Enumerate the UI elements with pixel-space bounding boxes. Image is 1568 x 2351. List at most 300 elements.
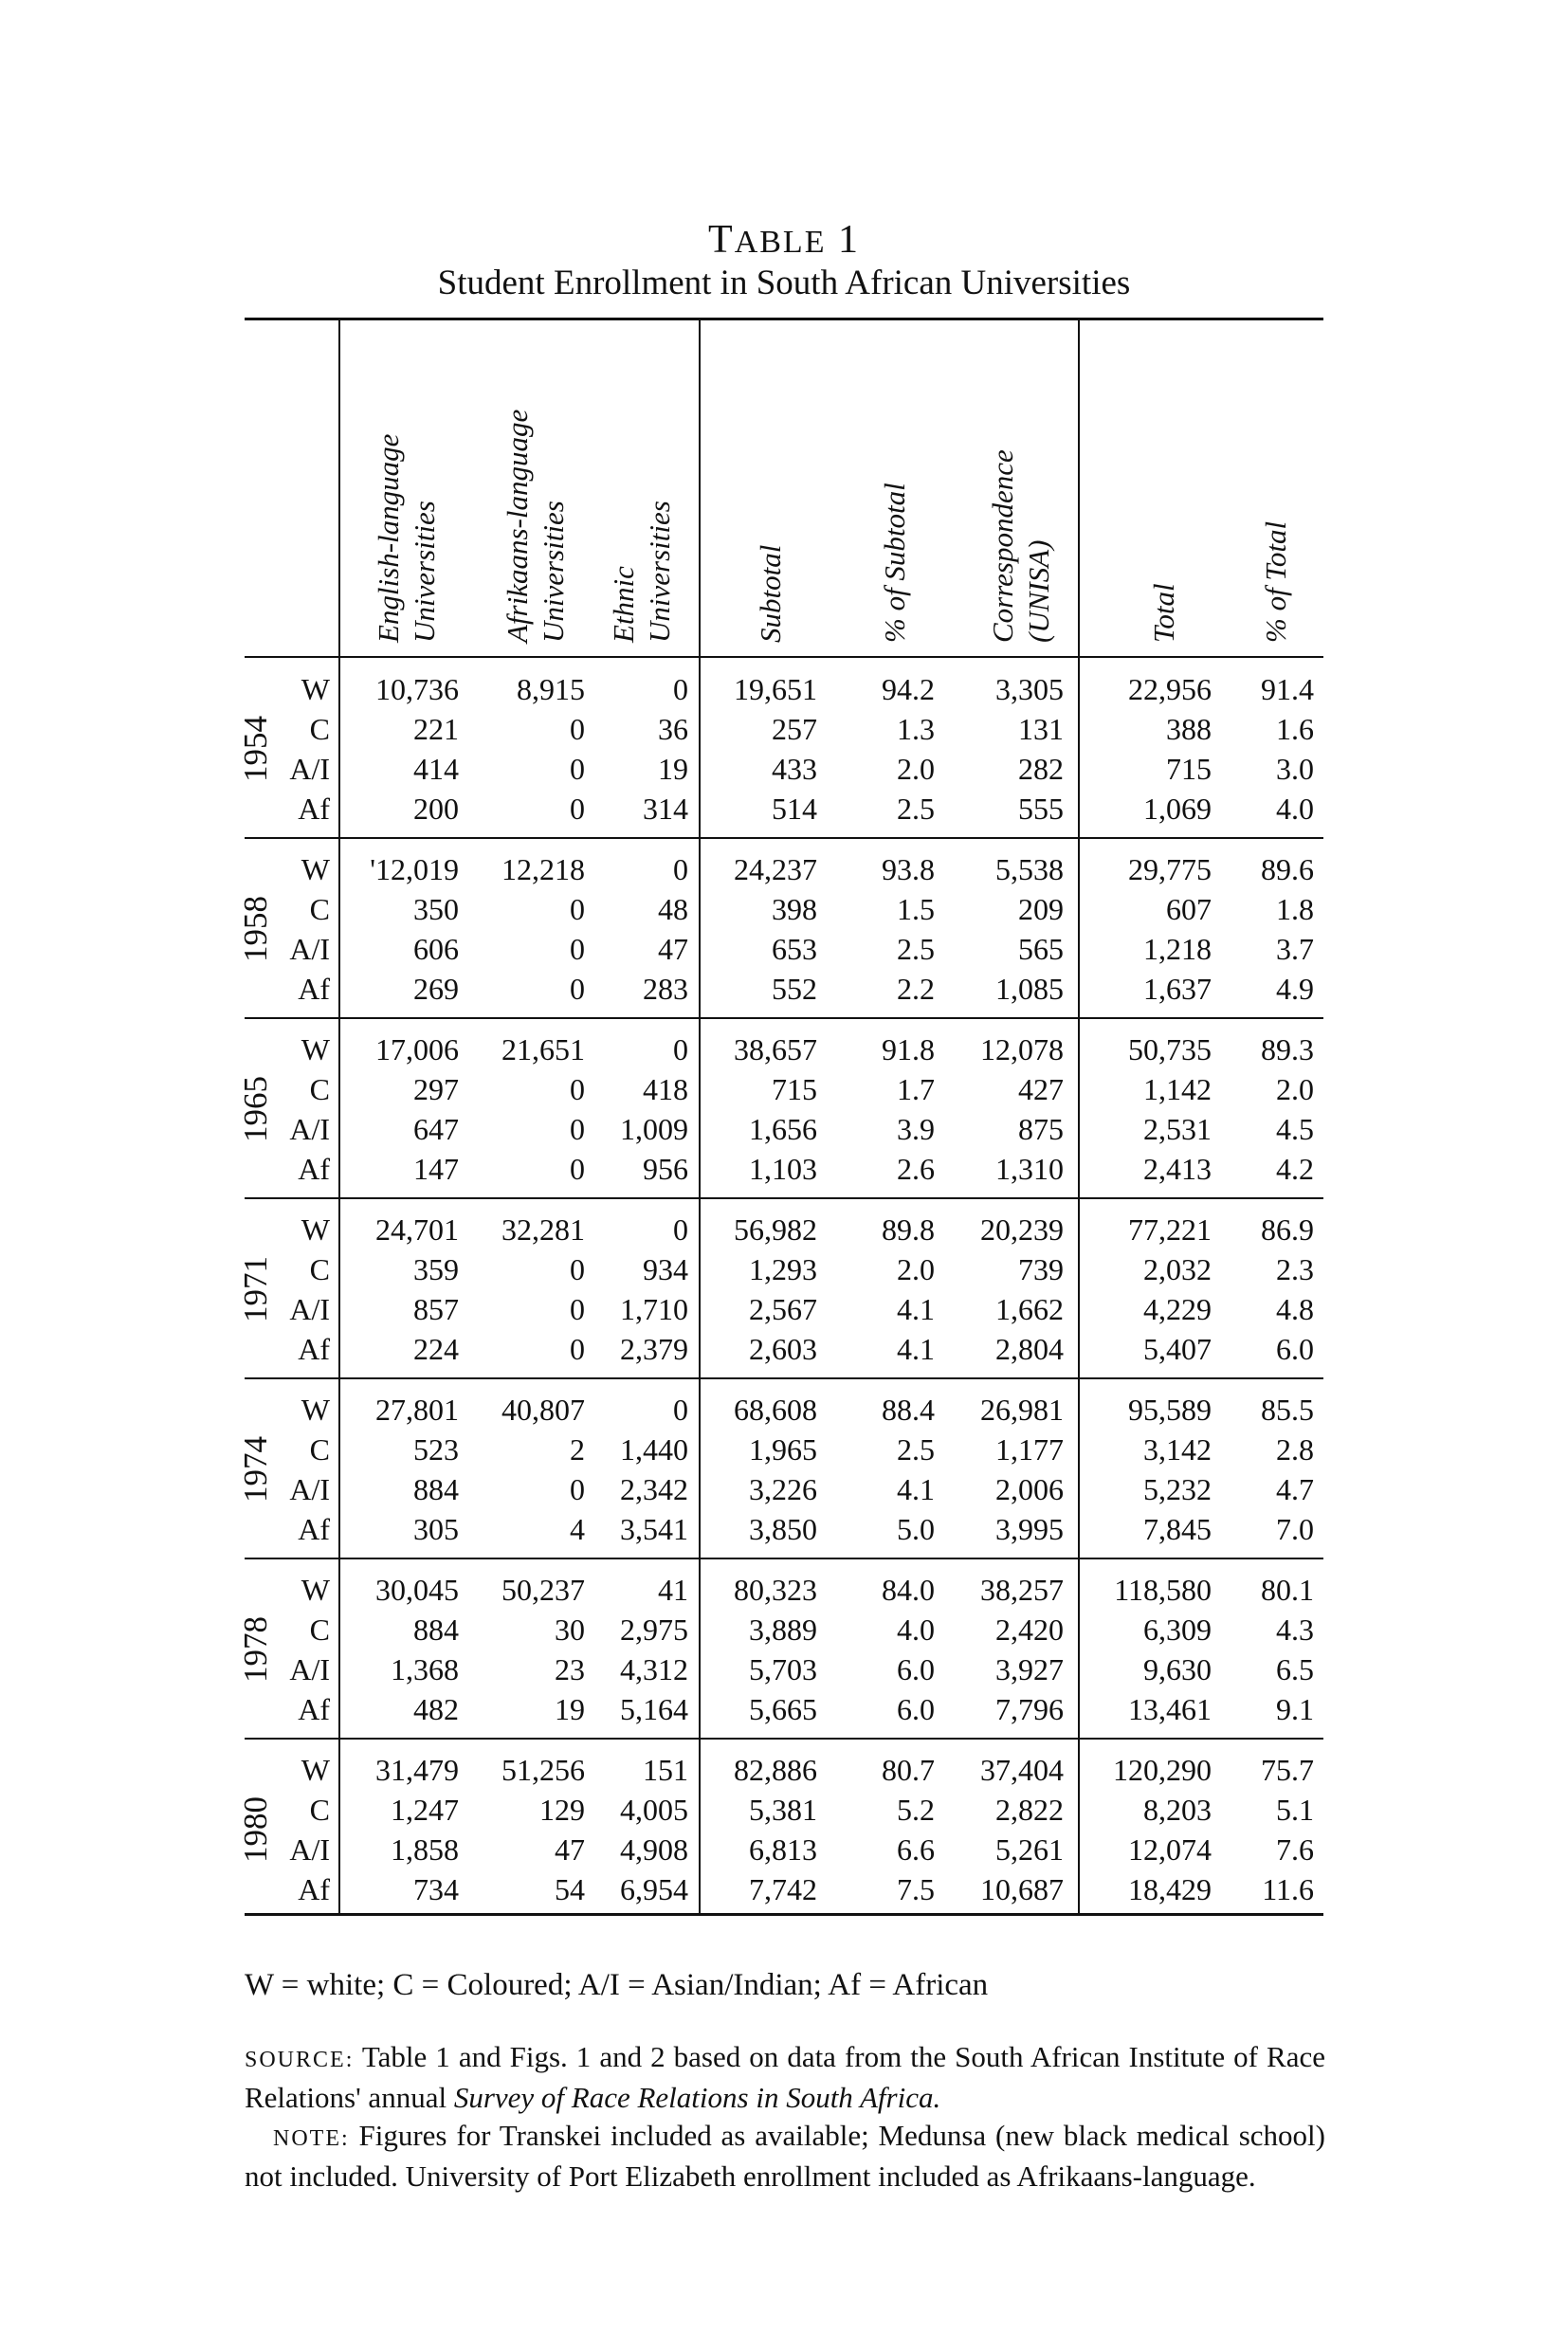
year-label: 1978 [237, 1616, 274, 1683]
table-cell: 3,142 [1143, 1432, 1212, 1467]
table-cell: 297 [413, 1072, 459, 1106]
table-cell: '12,019 [370, 852, 459, 886]
table-cell: 54 [555, 1872, 585, 1906]
table-cell: 82,886 [734, 1753, 817, 1787]
table-cell: 2,420 [995, 1613, 1064, 1647]
row-group-label: C [309, 1252, 330, 1286]
table-cell: 414 [413, 752, 459, 786]
table-cell: 95,589 [1128, 1393, 1212, 1427]
table-cell: 4,312 [620, 1652, 688, 1686]
table-cell: 857 [413, 1292, 459, 1326]
group-separator [245, 1558, 1323, 1559]
note [245, 2117, 1325, 2196]
table-cell: 1,662 [995, 1292, 1064, 1326]
table-cell: 3,541 [620, 1512, 688, 1546]
header-rule [245, 656, 1323, 658]
table-cell: 24,701 [375, 1212, 459, 1247]
table-cell: 38,657 [734, 1032, 817, 1066]
table-cell: 0 [673, 1032, 688, 1066]
table-cell: 388 [1166, 712, 1212, 746]
table-cell: 75.7 [1261, 1753, 1314, 1787]
group-separator [245, 1017, 1323, 1019]
table-cell: 3.9 [897, 1112, 935, 1146]
table-cell: 80.7 [882, 1753, 935, 1787]
column-header-line1: Afrikaans-language [501, 409, 534, 643]
table-cell: 24,237 [734, 852, 817, 886]
table-row [0, 1750, 1568, 1790]
table-row [0, 709, 1568, 749]
table-cell: 41 [658, 1573, 688, 1607]
table-cell: 607 [1166, 892, 1212, 926]
table-cell: 2,975 [620, 1613, 688, 1647]
table-cell: 0 [570, 972, 585, 1006]
table-cell: 2,531 [1143, 1112, 1212, 1146]
table-cell: 1.7 [897, 1072, 935, 1106]
table-cell: 91.4 [1261, 672, 1314, 706]
column-header-line1: Ethnic [607, 566, 640, 643]
row-group-label: A/I [289, 932, 330, 966]
table-cell: 0 [570, 752, 585, 786]
table-cell: 5,538 [995, 852, 1064, 886]
table-cell: 209 [1018, 892, 1064, 926]
table-cell: 4.3 [1276, 1613, 1314, 1647]
table-cell: 11.6 [1262, 1872, 1314, 1906]
table-cell: 12,078 [980, 1032, 1064, 1066]
table-cell: 2,379 [620, 1332, 688, 1366]
table-cell: 120,290 [1113, 1753, 1212, 1787]
table-cell: 5,665 [749, 1692, 817, 1726]
table-cell: 1,368 [391, 1652, 459, 1686]
table-cell: 565 [1018, 932, 1064, 966]
table-cell: 1.6 [1276, 712, 1314, 746]
table-row [0, 1869, 1568, 1909]
table-row [0, 1430, 1568, 1469]
table-cell: 68,608 [734, 1393, 817, 1427]
table-cell: 398 [772, 892, 817, 926]
table-cell: 6.6 [897, 1832, 935, 1867]
table-cell: 739 [1018, 1252, 1064, 1286]
table-cell: 5,261 [995, 1832, 1064, 1867]
table-cell: 3,850 [749, 1512, 817, 1546]
table-cell: 50,735 [1128, 1032, 1212, 1066]
table-cell: 221 [413, 712, 459, 746]
table-cell: 10,736 [375, 672, 459, 706]
table-cell: 7.5 [897, 1872, 935, 1906]
table-cell: 1,218 [1143, 932, 1212, 966]
group-separator [245, 1197, 1323, 1199]
table-cell: 19 [658, 752, 688, 786]
table-cell: 1,247 [391, 1793, 459, 1827]
row-group-label: Af [298, 1152, 330, 1186]
table-cell: 2,006 [995, 1472, 1064, 1506]
table-row [0, 969, 1568, 1009]
table-cell: 22,956 [1128, 672, 1212, 706]
table-cell: 56,982 [734, 1212, 817, 1247]
table-cell: 80,323 [734, 1573, 817, 1607]
row-group-label: W [301, 1212, 330, 1247]
table-cell: 305 [413, 1512, 459, 1546]
table-cell: 1,965 [749, 1432, 817, 1467]
table-cell: 2,413 [1143, 1152, 1212, 1186]
table-cell: 350 [413, 892, 459, 926]
row-group-label: W [301, 1393, 330, 1427]
table-cell: 26,981 [980, 1393, 1064, 1427]
table-cell: 85.5 [1261, 1393, 1314, 1427]
table-cell: 314 [643, 792, 688, 826]
year-label: 1974 [237, 1436, 274, 1503]
year-label: 1958 [237, 896, 274, 962]
table-cell: 27,801 [375, 1393, 459, 1427]
table-row [0, 929, 1568, 969]
row-group-label: A/I [289, 1292, 330, 1326]
table-cell: 4.1 [897, 1332, 935, 1366]
table-row [0, 1289, 1568, 1329]
table-row [0, 1329, 1568, 1369]
table-cell: 31,479 [375, 1753, 459, 1787]
table-cell: 1,177 [995, 1432, 1064, 1467]
table-cell: 6,309 [1143, 1613, 1212, 1647]
table-cell: 647 [413, 1112, 459, 1146]
table-cell: 1,637 [1143, 972, 1212, 1006]
table-cell: 2,342 [620, 1472, 688, 1506]
table-title-smallcaps: ABLE [734, 225, 827, 260]
table-row [0, 849, 1568, 889]
table-cell: 2 [570, 1432, 585, 1467]
table-cell: 4.8 [1276, 1292, 1314, 1326]
top-rule [245, 318, 1323, 320]
table-cell: 7,742 [749, 1872, 817, 1906]
table-cell: 0 [570, 892, 585, 926]
table-cell: 0 [570, 1332, 585, 1366]
table-cell: 47 [658, 932, 688, 966]
table-cell: 0 [570, 932, 585, 966]
table-cell: 200 [413, 792, 459, 826]
table-cell: 4.5 [1276, 1112, 1314, 1146]
table-cell: 884 [413, 1613, 459, 1647]
table-cell: 4.9 [1276, 972, 1314, 1006]
table-cell: 12,074 [1128, 1832, 1212, 1867]
note-text: Figures for Transkei included as available; Medunsa (new black medical school) not included. University of Port Elizabeth enrollment included as Afrikaans-language. [245, 2119, 1325, 2193]
table-row [0, 1570, 1568, 1610]
row-group-label: Af [298, 1872, 330, 1906]
table-cell: 5,703 [749, 1652, 817, 1686]
year-label: 1980 [237, 1796, 274, 1863]
year-label: 1965 [237, 1076, 274, 1142]
table-row [0, 1509, 1568, 1549]
table-cell: 19 [555, 1692, 585, 1726]
column-header-line2: Universities [408, 501, 441, 643]
row-group-label: Af [298, 972, 330, 1006]
note-label: NOTE: [273, 2126, 350, 2151]
table-cell: 0 [570, 1112, 585, 1146]
column-header [878, 330, 954, 652]
source-text: Table 1 and Figs. 1 and 2 based on data from the South African Institute of Race Relations' annual [245, 2040, 1325, 2114]
table-cell: 47 [555, 1832, 585, 1867]
table-cell: 359 [413, 1252, 459, 1286]
table-cell: 94.2 [882, 672, 935, 706]
table-cell: 1,142 [1143, 1072, 1212, 1106]
table-cell: 3,226 [749, 1472, 817, 1506]
table-cell: 715 [1166, 752, 1212, 786]
table-cell: 5.1 [1276, 1793, 1314, 1827]
table-cell: 269 [413, 972, 459, 1006]
table-row [0, 669, 1568, 709]
table-row [0, 1149, 1568, 1189]
table-subtitle: Student Enrollment in South African Universities [437, 264, 1131, 302]
column-header [754, 330, 830, 652]
row-group-label: A/I [289, 752, 330, 786]
table-cell: 0 [570, 1072, 585, 1106]
table-cell: 433 [772, 752, 817, 786]
table-cell: 3.0 [1276, 752, 1314, 786]
table-cell: 0 [673, 672, 688, 706]
column-header-line1: % of Total [1259, 520, 1292, 643]
table-cell: 0 [570, 792, 585, 826]
row-group-label: A/I [289, 1472, 330, 1506]
table-cell: 4 [570, 1512, 585, 1546]
row-group-label: C [309, 1793, 330, 1827]
table-cell: 482 [413, 1692, 459, 1726]
year-label: 1954 [237, 716, 274, 782]
column-header-line1: Subtotal [754, 544, 787, 643]
table-cell: 3.7 [1276, 932, 1314, 966]
table-cell: 283 [643, 972, 688, 1006]
table-cell: 606 [413, 932, 459, 966]
table-row [0, 1790, 1568, 1830]
table-cell: 4.0 [897, 1613, 935, 1647]
table-cell: 118,580 [1114, 1573, 1212, 1607]
table-cell: 37,404 [980, 1753, 1064, 1787]
row-group-label: C [309, 712, 330, 746]
table-cell: 0 [673, 1212, 688, 1247]
table-cell: 30,045 [375, 1573, 459, 1607]
table-cell: 6,954 [620, 1872, 688, 1906]
table-cell: 4.7 [1276, 1472, 1314, 1506]
table-cell: 427 [1018, 1072, 1064, 1106]
column-header-line1: Total [1147, 583, 1180, 643]
table-cell: 4.0 [1276, 792, 1314, 826]
table-cell: 956 [643, 1152, 688, 1186]
table-row [0, 1069, 1568, 1109]
table-cell: 1,310 [995, 1152, 1064, 1186]
group-separator [245, 837, 1323, 839]
table-cell: 875 [1018, 1112, 1064, 1146]
table-cell: 2.8 [1276, 1432, 1314, 1467]
table-row [0, 749, 1568, 789]
table-cell: 523 [413, 1432, 459, 1467]
table-row [0, 1249, 1568, 1289]
source-publication: Survey of Race Relations in South Africa. [453, 2081, 941, 2114]
table-cell: 653 [772, 932, 817, 966]
table-cell: 2,804 [995, 1332, 1064, 1366]
table-cell: 715 [772, 1072, 817, 1106]
table-row [0, 889, 1568, 929]
group-separator [245, 1377, 1323, 1379]
table-cell: 0 [673, 852, 688, 886]
table-row [0, 1649, 1568, 1689]
table-cell: 282 [1018, 752, 1064, 786]
table-cell: 5,407 [1143, 1332, 1212, 1366]
column-header-line1: Correspondence [986, 449, 1019, 643]
table-cell: 5,164 [620, 1692, 688, 1726]
table-cell: 6.0 [897, 1692, 935, 1726]
table-cell: 17,006 [375, 1032, 459, 1066]
table-cell: 8,203 [1143, 1793, 1212, 1827]
column-header [986, 330, 1062, 652]
table-cell: 0 [570, 712, 585, 746]
column-header [1259, 330, 1335, 652]
table-row [0, 1830, 1568, 1869]
table-cell: 8,915 [517, 672, 585, 706]
row-group-label: W [301, 1032, 330, 1066]
row-group-label: A/I [289, 1832, 330, 1867]
column-header-line2: Universities [537, 501, 570, 643]
table-cell: 18,429 [1128, 1872, 1212, 1906]
table-cell: 4,229 [1143, 1292, 1212, 1326]
table-cell: 88.4 [882, 1393, 935, 1427]
row-group-label: W [301, 1573, 330, 1607]
table-cell: 6,813 [749, 1832, 817, 1867]
table-cell: 84.0 [882, 1573, 935, 1607]
table-row [0, 1610, 1568, 1649]
table-title-number: 1 [837, 218, 860, 262]
table-cell: 51,256 [501, 1753, 585, 1787]
table-cell: 7.6 [1276, 1832, 1314, 1867]
table-cell: 9,630 [1143, 1652, 1212, 1686]
table-cell: 1,440 [620, 1432, 688, 1467]
table-cell: 0 [570, 1292, 585, 1326]
table-cell: 934 [643, 1252, 688, 1286]
table-cell: 89.8 [882, 1212, 935, 1247]
table-cell: 1.5 [897, 892, 935, 926]
column-header-line2: Universities [643, 501, 676, 643]
row-group-label: C [309, 1072, 330, 1106]
table-cell: 9.1 [1276, 1692, 1314, 1726]
table-cell: 0 [673, 1393, 688, 1427]
table-cell: 224 [413, 1332, 459, 1366]
table-cell: 7,796 [995, 1692, 1064, 1726]
table-cell: 129 [539, 1793, 585, 1827]
table-cell: 2.5 [897, 932, 935, 966]
table-cell: 91.8 [882, 1032, 935, 1066]
table-cell: 80.1 [1261, 1573, 1314, 1607]
table-cell: 10,687 [980, 1872, 1064, 1906]
table-cell: 1,293 [749, 1252, 817, 1286]
table-cell: 4.1 [897, 1292, 935, 1326]
row-group-label: A/I [289, 1652, 330, 1686]
table-cell: 0 [570, 1472, 585, 1506]
table-cell: 0 [570, 1152, 585, 1186]
table-cell: 2.0 [1276, 1072, 1314, 1106]
row-group-label: A/I [289, 1112, 330, 1146]
table-cell: 552 [772, 972, 817, 1006]
table-cell: 21,651 [501, 1032, 585, 1066]
table-title-word: T [708, 218, 735, 262]
table-cell: 3,995 [995, 1512, 1064, 1546]
table-cell: 2.5 [897, 792, 935, 826]
table-cell: 5.0 [897, 1512, 935, 1546]
table-cell: 38,257 [980, 1573, 1064, 1607]
table-cell: 2,603 [749, 1332, 817, 1366]
table-cell: 1,710 [620, 1292, 688, 1326]
column-header [372, 330, 447, 652]
table-row [0, 1210, 1568, 1249]
table-cell: 5,232 [1143, 1472, 1212, 1506]
table-cell: 1,009 [620, 1112, 688, 1146]
table-cell: 514 [772, 792, 817, 826]
table-cell: 1.3 [897, 712, 935, 746]
table-cell: 147 [413, 1152, 459, 1186]
table-row [0, 789, 1568, 829]
table-cell: 555 [1018, 792, 1064, 826]
table-cell: 7.0 [1276, 1512, 1314, 1546]
column-header-line1: % of Subtotal [878, 483, 911, 643]
table-cell: 13,461 [1128, 1692, 1212, 1726]
table-cell: 1,103 [749, 1152, 817, 1186]
source-note [245, 2038, 1325, 2117]
table-row [0, 1390, 1568, 1430]
table-cell: 2.0 [897, 752, 935, 786]
table-cell: 2.5 [897, 1432, 935, 1467]
table-legend: W = white; C = Coloured; A/I = Asian/Indian; Af = African [245, 1968, 989, 2002]
table-cell: 30 [555, 1613, 585, 1647]
table-cell: 2,032 [1143, 1252, 1212, 1286]
table-cell: 6.0 [1276, 1332, 1314, 1366]
column-header [1147, 330, 1223, 652]
bottom-rule [245, 1913, 1323, 1916]
table-cell: 32,281 [501, 1212, 585, 1247]
row-group-label: W [301, 852, 330, 886]
row-group-label: Af [298, 792, 330, 826]
table-cell: 23 [555, 1652, 585, 1686]
column-header [607, 330, 683, 652]
table-cell: 2.2 [897, 972, 935, 1006]
table-cell: 4.2 [1276, 1152, 1314, 1186]
table-cell: 2,822 [995, 1793, 1064, 1827]
table-cell: 0 [570, 1252, 585, 1286]
table-cell: 6.5 [1276, 1652, 1314, 1686]
table-cell: 418 [643, 1072, 688, 1106]
table-cell: 40,807 [501, 1393, 585, 1427]
table-cell: 4,005 [620, 1793, 688, 1827]
column-header [501, 330, 576, 652]
table-cell: 2,567 [749, 1292, 817, 1326]
table-cell: 151 [643, 1753, 688, 1787]
table-cell: 2.3 [1276, 1252, 1314, 1286]
table-cell: 734 [413, 1872, 459, 1906]
table-cell: 29,775 [1128, 852, 1212, 886]
table-cell: 2.0 [897, 1252, 935, 1286]
table-cell: 884 [413, 1472, 459, 1506]
table-cell: 3,889 [749, 1613, 817, 1647]
source-label: SOURCE: [245, 2048, 355, 2072]
table-cell: 19,651 [734, 672, 817, 706]
table-cell: 1.8 [1276, 892, 1314, 926]
table-row [0, 1109, 1568, 1149]
table-cell: 77,221 [1128, 1212, 1212, 1247]
table-cell: 1,085 [995, 972, 1064, 1006]
table-cell: 4,908 [620, 1832, 688, 1867]
table-cell: 36 [658, 712, 688, 746]
table-row [0, 1030, 1568, 1069]
table-cell: 20,239 [980, 1212, 1064, 1247]
row-group-label: C [309, 1613, 330, 1647]
table-cell: 3,305 [995, 672, 1064, 706]
group-separator [245, 1738, 1323, 1740]
year-label: 1971 [237, 1256, 274, 1322]
table-cell: 1,656 [749, 1112, 817, 1146]
table-cell: 7,845 [1143, 1512, 1212, 1546]
